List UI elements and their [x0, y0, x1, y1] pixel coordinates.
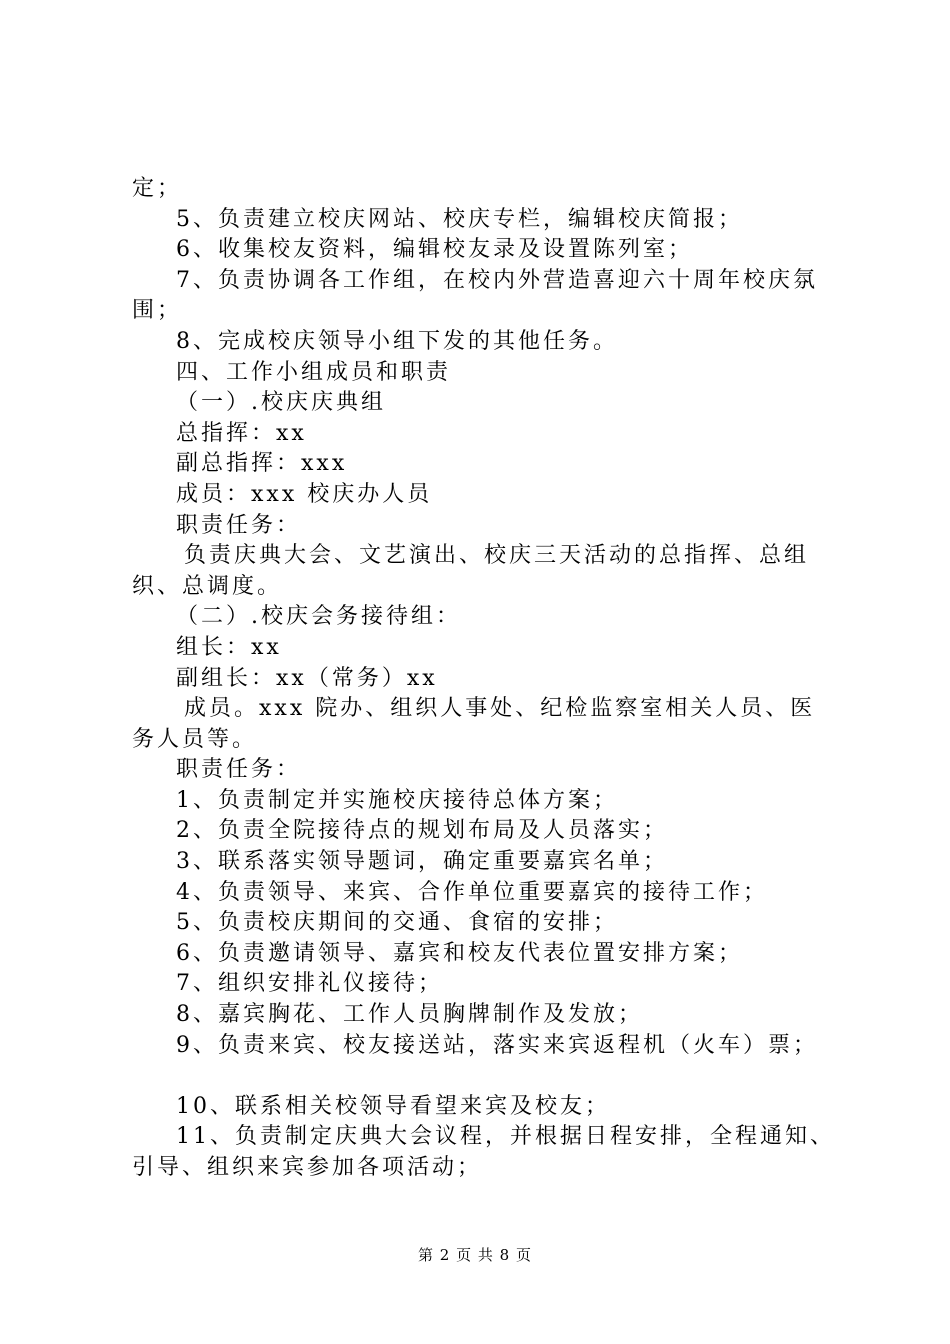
- paragraph-line: 副总指挥：xxx: [176, 451, 348, 477]
- subsection-heading: （一）.校庆庆典组: [176, 390, 386, 416]
- page-footer: 第 2 页 共 8 页: [418, 1246, 532, 1264]
- paragraph-line: 成员：xxx 校庆办人员: [176, 481, 433, 507]
- list-item: 8、嘉宾胸花、工作人员胸牌制作及发放；: [176, 1002, 643, 1028]
- list-item: 1、负责制定并实施校庆接待总体方案；: [176, 787, 618, 813]
- subsection-heading: （二）.校庆会务接待组：: [176, 604, 461, 630]
- paragraph-line: 7、负责协调各工作组，在校内外营造喜迎六十周年校庆氛: [176, 267, 818, 293]
- list-item: 10、联系相关校领导看望来宾及校友；: [176, 1093, 610, 1119]
- paragraph-line: 6、收集校友资料，编辑校友录及设置陈列室；: [176, 237, 693, 263]
- paragraph-line: 织、总调度。: [132, 573, 283, 599]
- document-body: [132, 174, 842, 1184]
- paragraph-line: 5、负责建立校庆网站、校庆专栏，编辑校庆简报；: [176, 206, 743, 232]
- paragraph-line: 引导、组织来宾参加各项活动；: [132, 1155, 483, 1180]
- blank-line: [132, 1061, 842, 1092]
- paragraph-line: 组长：xx: [176, 634, 282, 660]
- paragraph-line: 总指挥：xx: [176, 420, 307, 446]
- paragraph-line: 成员。xxx 院办、组织人事处、纪检监察室相关人员、医: [184, 696, 816, 722]
- list-item: 6、负责邀请领导、嘉宾和校友代表位置安排方案；: [176, 940, 743, 966]
- paragraph-line: 副组长：xx（常务）xx: [176, 665, 438, 691]
- paragraph-line: 务人员等。: [132, 726, 258, 752]
- list-item: 9、负责来宾、校友接送站，落实来宾返程机（火车）票；: [176, 1032, 818, 1058]
- paragraph-line: 8、完成校庆领导小组下发的其他任务。: [176, 328, 618, 354]
- paragraph-line: 职责任务：: [176, 512, 302, 538]
- list-item: 4、负责领导、来宾、合作单位重要嘉宾的接待工作；: [176, 879, 768, 905]
- list-item: 2、负责全院接待点的规划布局及人员落实；: [176, 818, 668, 844]
- section-heading: 四、工作小组成员和职责: [176, 359, 452, 385]
- list-item: 11、负责制定庆典大会议程，并根据日程安排，全程通知、: [176, 1124, 835, 1150]
- paragraph-line: 定；: [132, 176, 183, 201]
- list-item: 7、组织安排礼仪接待；: [176, 971, 443, 997]
- list-item: 5、负责校庆期间的交通、食宿的安排；: [176, 910, 618, 936]
- paragraph-line: 职责任务：: [176, 757, 302, 783]
- paragraph-line: 围；: [132, 298, 183, 324]
- list-item: 3、联系落实领导题词，确定重要嘉宾名单；: [176, 849, 668, 875]
- paragraph-line: 负责庆典大会、文艺演出、校庆三天活动的总指挥、总组: [184, 543, 810, 569]
